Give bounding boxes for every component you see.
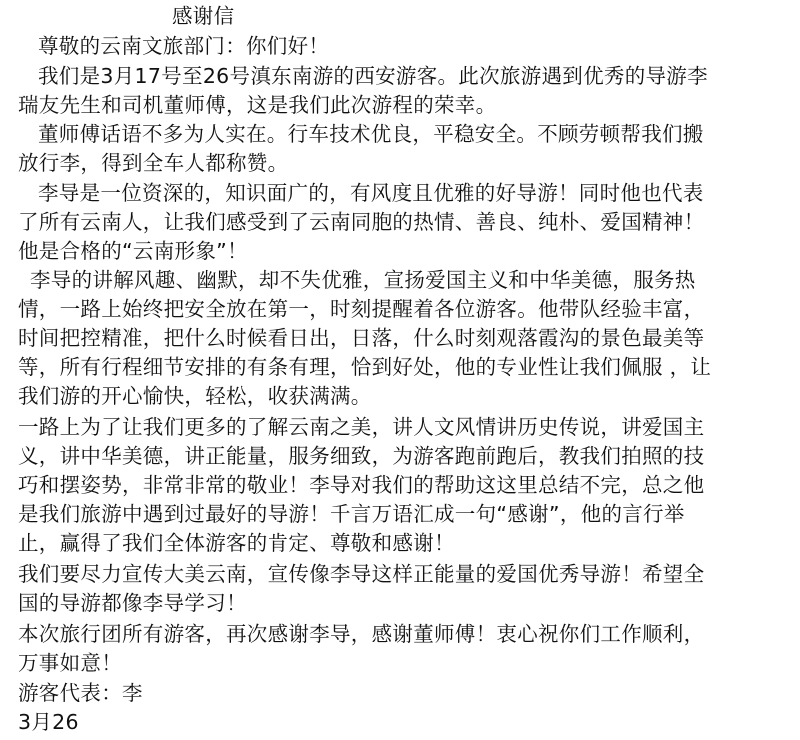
letter-line: 我们游的开心愉快，轻松，收获满满。 <box>18 384 372 408</box>
letter-line: 时间把控精准，把什么时候看日出，日落，什么时刻观落霞沟的景色最美等 <box>18 326 705 350</box>
letter-line: 巧和摆姿势，非常非常的敬业！李导对我们的帮助这这里总结不完，总之他 <box>18 473 705 497</box>
letter-title: 感谢信 <box>172 4 235 28</box>
letter-date: 3月26 <box>18 710 79 734</box>
letter-line: 万事如意！ <box>18 651 122 675</box>
letter-line: 一路上为了让我们更多的了解云南之美，讲人文风情讲历史传说，讲爱国主 <box>18 415 705 439</box>
letter-line: 本次旅行团所有游客，再次感谢李导，感谢董师傅！衷心祝你们工作顺利， <box>18 622 705 646</box>
letter-line: 止，赢得了我们全体游客的肯定、尊敬和感谢！ <box>18 531 455 555</box>
letter-line: 李导是一位资深的，知识面广的，有风度且优雅的好导游！同时他也代表 <box>38 181 704 205</box>
letter-line: 是我们旅游中遇到过最好的导游！千言万语汇成一句“感谢”，他的言行举 <box>18 502 685 526</box>
letter-line: 董师傅话语不多为人实在。行车技术优良，平稳安全。不顾劳顿帮我们搬 <box>38 122 704 146</box>
letter-line: 瑞友先生和司机董师傅，这是我们此次游程的荣幸。 <box>18 93 497 117</box>
letter-line: 情，一路上始终把安全放在第一，时刻提醒着各位游客。他带队经验丰富， <box>18 297 705 321</box>
letter-line: 了所有云南人，让我们感受到了云南同胞的热情、善良、纯朴、爱国精神！ <box>18 210 705 234</box>
letter-line: 义，讲中华美德，讲正能量，服务细致，为游客跑前跑后，教我们拍照的技 <box>18 444 705 468</box>
letter-line: 放行李，得到全车人都称赞。 <box>18 151 289 175</box>
letter-line: 等，所有行程细节安排的有条有理，恰到好处，他的专业性让我们佩服 ，让 <box>18 355 712 379</box>
letter-line: 国的导游都像李导学习！ <box>18 591 247 615</box>
letter-greeting: 尊敬的云南文旅部门：你们好！ <box>38 34 330 58</box>
letter-line: 我们是3月17号至26号滇东南游的西安游客。此次旅游遇到优秀的导游李 <box>38 64 708 88</box>
letter-line: 我们要尽力宣传大美云南，宣传像李导这样正能量的爱国优秀导游！希望全 <box>18 562 705 586</box>
letter-line: 他是合格的“云南形象”！ <box>18 239 248 263</box>
letter-signature: 游客代表：李 <box>18 681 143 705</box>
letter-line: 李导的讲解风趣、幽默，却不失优雅，宣扬爱国主义和中华美德，服务热 <box>30 268 696 292</box>
